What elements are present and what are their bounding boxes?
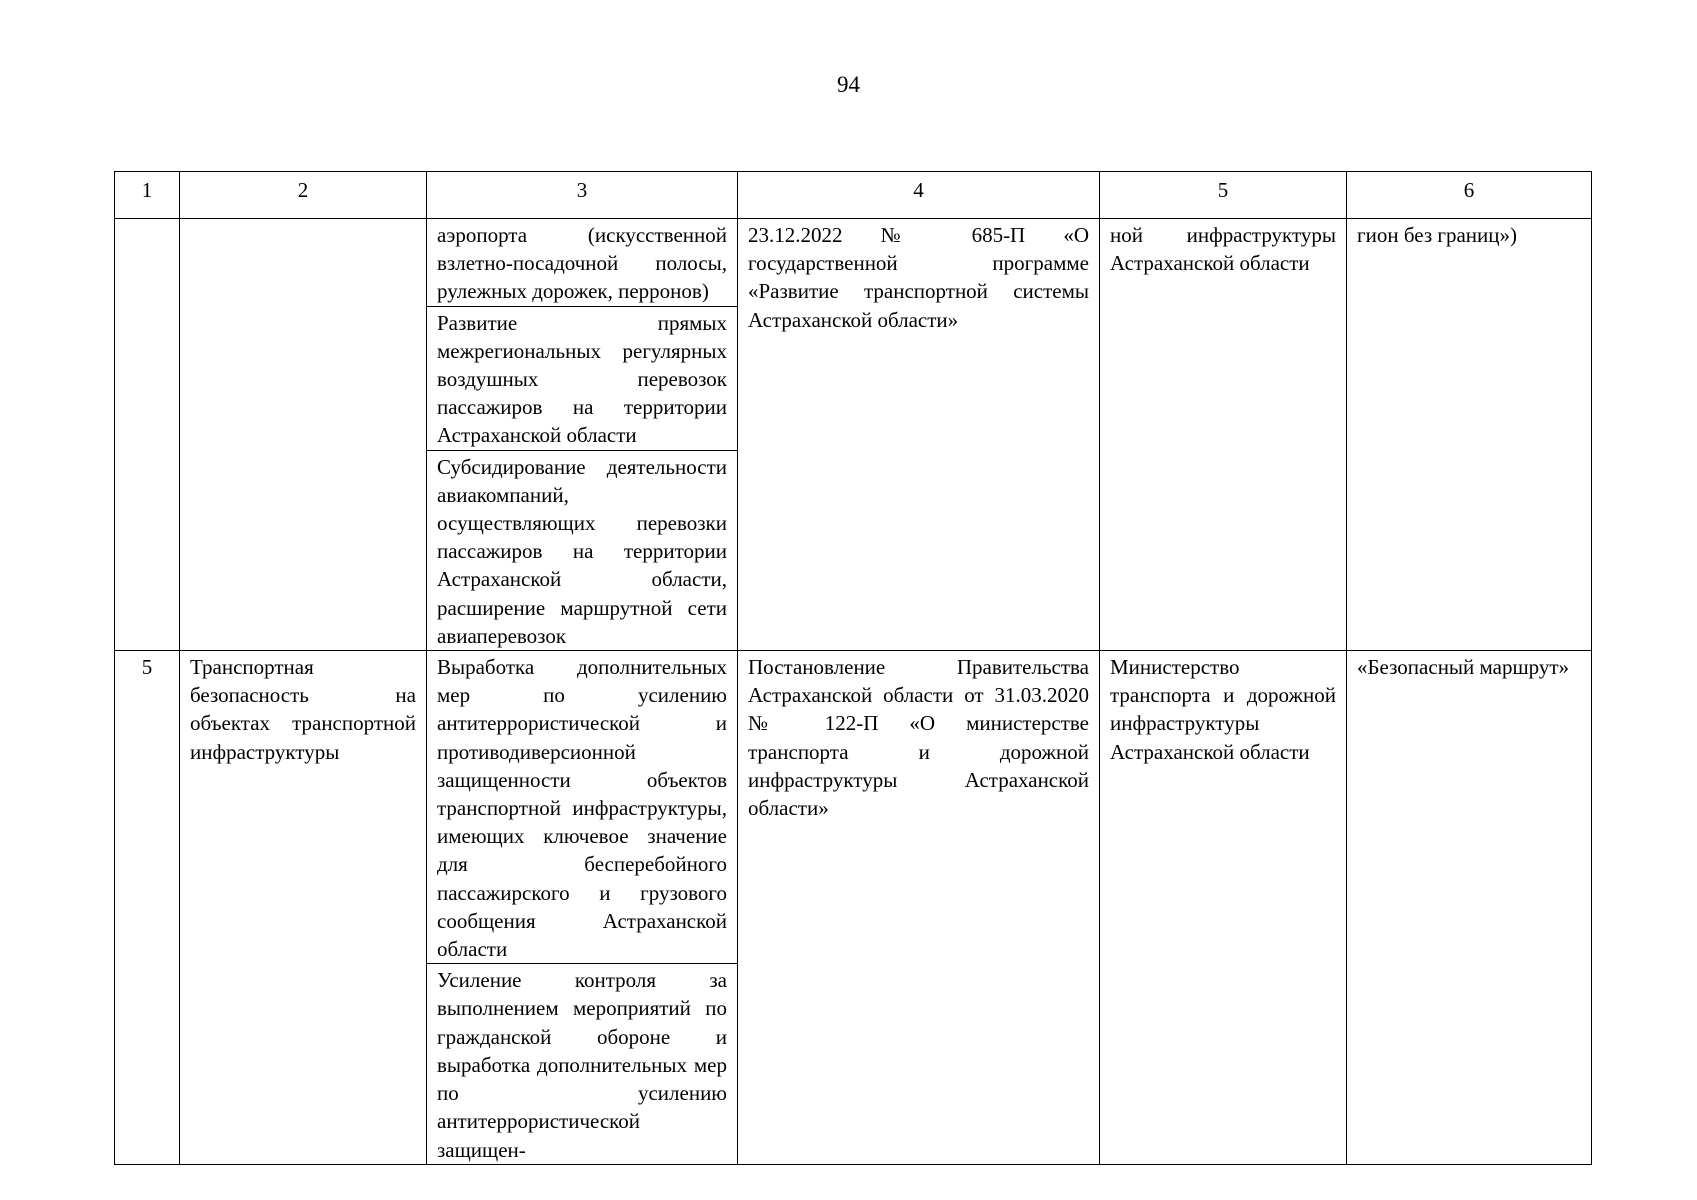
row-number-cell (115, 219, 180, 651)
measures-cell (427, 651, 738, 1165)
direction-cell: Транспортная безопасность на объектах транспортной инфраструктуры (180, 651, 427, 1165)
column-header-5: 5 (1100, 172, 1347, 219)
measures-cell (427, 219, 738, 651)
column-header-6: 6 (1347, 172, 1592, 219)
measure-item: Субсидирование деятельности авиакомпаний, осуществляющих перевозки пассажиров на территории Астраханской области, расширение маршрутной сети авиаперевозок (427, 450, 737, 650)
measure-item: Развитие прямых межрегиональных регулярных воздушных перевозок пассажиров на территории Астраханской области (427, 306, 737, 450)
table-row (115, 651, 1592, 1165)
legal-act-cell: Постановление Правительства Астраханской области от 31.03.2020 № 122-П «О министерстве транспорта и дорожной инфраструктуры Астраханской области» (738, 651, 1100, 1165)
page-number: 94 (837, 72, 860, 97)
measure-item: Выработка дополнительных мер по усилению антитеррористической и противодиверсионной защищенности объектов транспортной инфраструктуры, имеющих ключевое значение для бесперебойного пассажирского и грузового сообщения Астраханской области (437, 655, 727, 962)
table-header-row (115, 172, 1592, 219)
direction-cell (180, 219, 427, 651)
column-header-3: 3 (427, 172, 738, 219)
document-table (114, 171, 1592, 1165)
row-number-cell: 5 (115, 651, 180, 1165)
legal-act-cell: 23.12.2022 № 685-П «О государственной программе «Развитие транспортной системы Астраханской области» (738, 219, 1100, 651)
project-cell: гион без границ») (1347, 219, 1592, 651)
column-header-4: 4 (738, 172, 1100, 219)
column-header-2: 2 (180, 172, 427, 219)
measure-item: аэропорта (искусственной взлетно-посадочной полосы, рулежных дорожек, перронов) (437, 223, 727, 304)
responsible-cell: ной инфраструктуры Астраханской области (1100, 219, 1347, 651)
column-header-1: 1 (115, 172, 180, 219)
table-row (115, 219, 1592, 651)
project-cell: «Безопасный маршрут» (1347, 651, 1592, 1165)
responsible-cell: Министерство транспорта и дорожной инфраструктуры Астраханской области (1100, 651, 1347, 1165)
measure-item: Усиление контроля за выполнением мероприятий по гражданской обороне и выработка дополнительных мер по усилению антитеррористической защищен- (427, 963, 737, 1163)
